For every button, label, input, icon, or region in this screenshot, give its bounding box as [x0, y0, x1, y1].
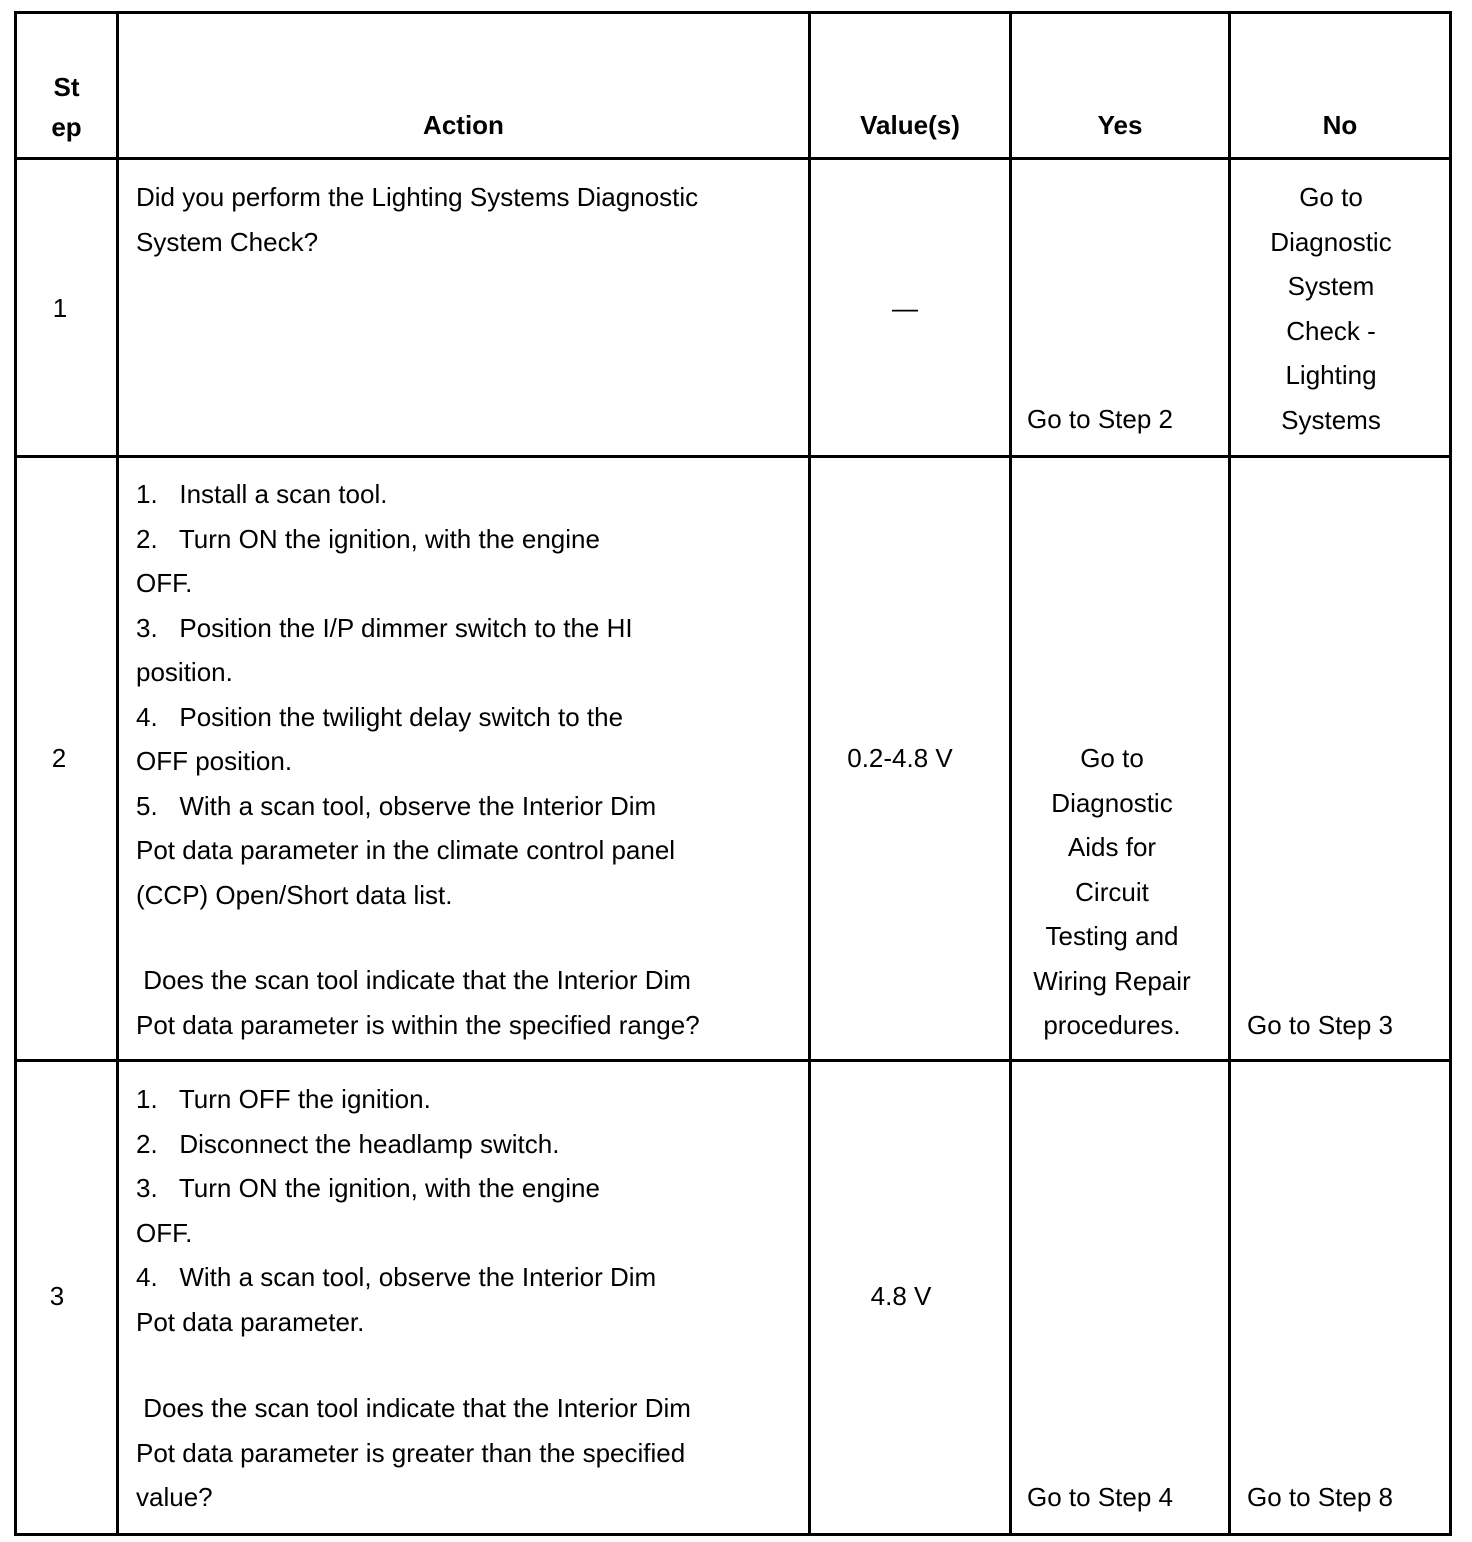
action-line: 1. Turn OFF the ignition.: [136, 1084, 431, 1114]
yes-text: [1012, 736, 1212, 1048]
header-step-line2: ep: [51, 112, 82, 142]
yes-line: procedures.: [1043, 1010, 1181, 1040]
no-line: Go to Step 8: [1247, 1482, 1393, 1512]
yes-line: Wiring Repair: [1033, 965, 1191, 996]
yes-line: Diagnostic: [1051, 787, 1173, 818]
header-values: Value(s): [860, 110, 960, 140]
no-text: [1231, 175, 1431, 442]
action-text: [136, 472, 700, 1047]
action-text: [136, 175, 698, 264]
no-line: Check -: [1286, 315, 1376, 346]
action-line: value?: [136, 1482, 213, 1512]
yes-line: Go to: [1080, 743, 1144, 773]
action-line: Pot data parameter.: [136, 1306, 365, 1337]
yes-line: Aids for: [1067, 832, 1157, 862]
header-yes: Yes: [1097, 110, 1143, 140]
action-line: (CCP) Open/Short data list.: [136, 879, 453, 910]
action-line: 4. Position the twilight delay switch to the: [136, 701, 624, 732]
header-action: Action: [423, 110, 504, 140]
action-line: Pot data parameter in the climate control panel: [136, 835, 676, 865]
grid-line: [14, 1533, 1452, 1536]
no-line: Go to: [1299, 182, 1363, 212]
action-line: OFF.: [136, 1217, 193, 1248]
yes-line: Testing and: [1045, 921, 1179, 951]
no-line: Lighting: [1285, 360, 1377, 390]
yes-line: Circuit: [1075, 876, 1149, 907]
no-line: Go to Step 3: [1247, 1010, 1393, 1040]
action-line: OFF.: [136, 568, 193, 598]
yes-text: [1027, 397, 1173, 442]
action-line: position.: [136, 657, 233, 687]
value-text: —: [892, 293, 918, 323]
grid-line: [116, 11, 119, 1536]
action-text: [136, 1077, 691, 1520]
step-number: 1: [52, 293, 68, 323]
no-line: Systems: [1281, 404, 1381, 435]
no-text: [1247, 1003, 1393, 1048]
action-line: Did you perform the Lighting Systems Diagnostic: [136, 182, 699, 212]
no-line: Diagnostic: [1270, 226, 1392, 257]
action-line: 3. Position the I/P dimmer switch to the HI: [136, 612, 633, 643]
action-line: 1. Install a scan tool.: [136, 479, 388, 509]
grid-line: [14, 11, 1452, 14]
action-line: 2. Turn ON the ignition, with the engine: [136, 523, 600, 554]
action-line: OFF position.: [136, 746, 293, 776]
action-line: Pot data parameter is greater than the specified: [136, 1437, 686, 1468]
value-text: 4.8 V: [870, 1281, 932, 1311]
value-text: 0.2-4.8 V: [847, 743, 953, 773]
no-line: System: [1287, 271, 1375, 301]
yes-text: [1027, 1475, 1173, 1520]
grid-line: [14, 455, 1452, 458]
grid-line: [14, 157, 1452, 160]
yes-line: Go to Step 4: [1027, 1482, 1173, 1512]
header-step: [17, 67, 116, 147]
action-line: 5. With a scan tool, observe the Interior Dim: [136, 790, 657, 821]
header-no: No: [1322, 110, 1358, 140]
action-line: 3. Turn ON the ignition, with the engine: [136, 1173, 600, 1203]
no-text: [1247, 1475, 1393, 1520]
header-step-line1: St: [53, 72, 80, 102]
action-line: 4. With a scan tool, observe the Interior Dim: [136, 1262, 657, 1292]
yes-line: Go to Step 2: [1027, 404, 1173, 434]
action-line: Does the scan tool indicate that the Interior Dim: [136, 965, 691, 995]
step-number: 3: [49, 1281, 65, 1311]
action-line: System Check?: [136, 226, 319, 257]
grid-line: [14, 1059, 1452, 1062]
grid-line: [1449, 11, 1452, 1536]
action-line: Does the scan tool indicate that the Interior Dim: [136, 1393, 691, 1423]
step-number: 2: [51, 743, 67, 773]
action-line: Pot data parameter is within the specified range?: [136, 1009, 700, 1040]
action-line: 2. Disconnect the headlamp switch.: [136, 1128, 560, 1159]
